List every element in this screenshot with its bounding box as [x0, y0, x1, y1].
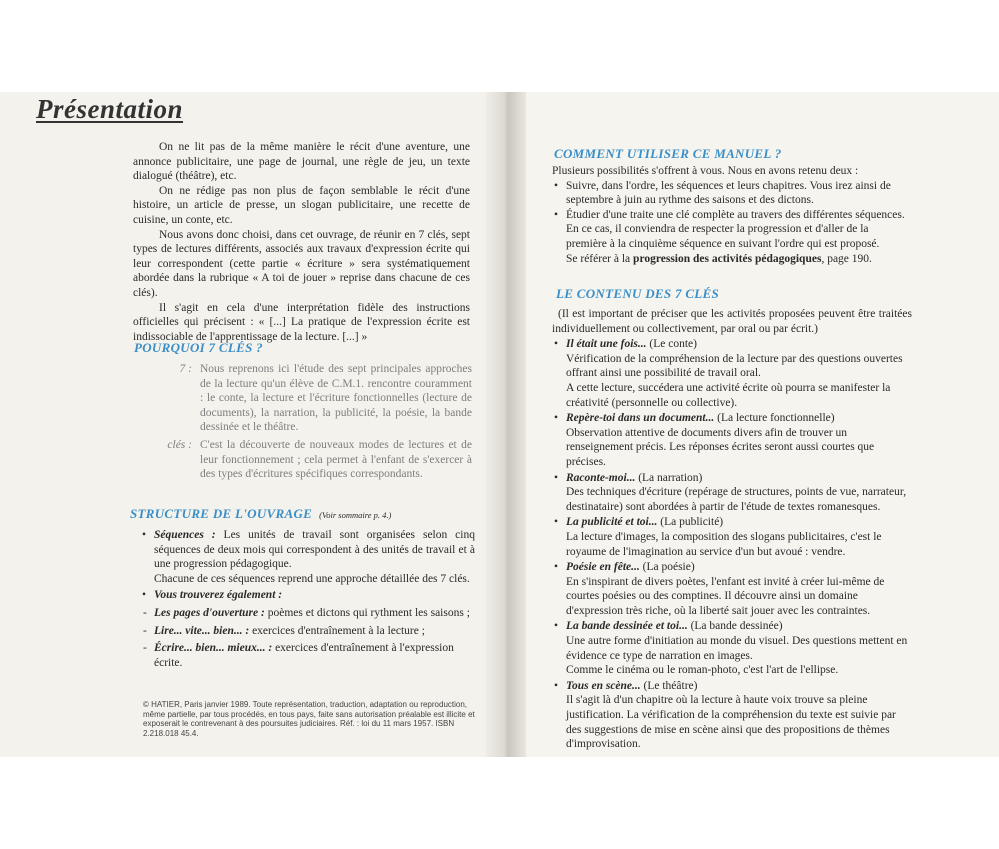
cle-label-publicite: La publicité et toi...: [566, 516, 658, 529]
intro-paragraph-1: On ne lit pas de la même manière le récit d'une aventure, une annonce publicitaire, une page de journal, une règle de jeu, un texte dialogué (théâtre), etc.: [133, 141, 470, 183]
cle-text-bd: Une autre forme d'initiation au monde du visuel. Des questions mettent en évidence ce type de narration en images.: [566, 635, 908, 662]
cle-type-bd: (La bande dessinée): [690, 620, 783, 633]
reference-post: , page 190.: [821, 252, 872, 265]
cle-label-conte: Il était une fois...: [566, 338, 647, 351]
cle-text-document: Observation attentive de documents divers afin de trouver un renseignement précis. Les réponses écrites seront aussi courtes que précises.: [566, 426, 875, 468]
comment-section: [552, 164, 910, 266]
cle-label-theatre: Tous en scène...: [566, 679, 641, 692]
reference-pre: Se référer à la: [566, 252, 631, 265]
pourquoi-heading: POURQUOI 7 CLÉS ?: [134, 340, 263, 355]
ecrire-label: Écrire... bien... mieux... :: [154, 642, 273, 655]
cle-item-narration: [552, 471, 912, 515]
structure-section: [140, 528, 475, 670]
intro-paragraph-3: Nous avons donc choisi, dans cet ouvrage, de réunir en 7 clés, sept types de lectures différents, associés aux travaux d'expression écrite qui leur correspondent (cette partie « écriture » sera systématiquement abordée dans la rubrique « A toi de jouer » reprise dans chacune de ces clés).: [133, 228, 470, 299]
structure-heading: STRUCTURE DE L'OUVRAGE: [130, 506, 313, 521]
cle-text-conte: Vérification de la compréhension de la lecture par des questions ouvertes offrant ainsi une possibilité de travail oral.: [566, 352, 903, 380]
lire-label: Lire... vite... bien... :: [154, 624, 250, 637]
cle-type-theatre: (Le théâtre): [643, 679, 698, 692]
cle-type-document: (La lecture fonctionnelle): [717, 412, 835, 425]
trouverez-label: Vous trouverez également :: [154, 589, 283, 602]
trouverez-item: [140, 588, 475, 603]
comment-intro: Plusieurs possibilités s'offrent à vous. Nous en avons retenu deux :: [552, 165, 859, 177]
cle-label-poesie: Poésie en fête...: [566, 561, 640, 574]
pourquoi-item-7: [160, 362, 472, 435]
intro-paragraph-4: Il s'agit en cela d'une interprétation fidèle des instructions officielles qui précisent : « [...] La pratique de l'expression écrite est indissociable de l'apprentissage de la lecture. [...] »: [133, 301, 470, 343]
comment-bullet-2: • Étudier d'une traite une clé complète au travers des différentes séquences. En ce cas, il conviendra de respecter la progression et d'aller de la première à la cinquième séquence en suivant l'ordre qui est proposé.: [552, 208, 910, 252]
cle-item-publicite: [552, 515, 912, 559]
cle-type-poesie: (La poésie): [642, 561, 695, 574]
pourquoi-key-7: 7 :: [179, 363, 192, 375]
cle-text2-conte: A cette lecture, succédera une activité écrite où pourra se manifester la créativité (personnelle ou collective).: [566, 381, 891, 409]
pourquoi-item-cles: [160, 438, 472, 482]
comment-bullet-1: • Suivre, dans l'ordre, les séquences et leurs chapitres. Vous irez ainsi de septembre à juin au rythme des saisons et des dictons.: [552, 179, 910, 208]
comment-reference: [552, 252, 910, 267]
copyright-notice: © HATIER, Paris janvier 1989. Toute représentation, traduction, adaptation ou reproduction, même partielle, par tous procédés, en tous pays, faite sans autorisation préalable est illicite et exposerait le contrevenant à des poursuites judiciaires. Réf. : loi du 11 mars 1957. ISBN 2.218.018 45.4.: [143, 700, 475, 738]
contenu-section: [552, 307, 912, 752]
ouverture-item: [140, 606, 475, 621]
ouverture-text: poèmes et dictons qui rythment les saisons ;: [267, 606, 470, 619]
pourquoi-text-7: Nous reprenons ici l'étude des sept principales approches de la lecture qu'un élève de C.M.1. rencontre couramment : le conte, la lecture et l'écriture fonctionnelles (lecture de documents), la narration, la publicité, la poésie, la bande dessinée et le théâtre.: [200, 363, 472, 434]
cle-type-conte: (Le conte): [649, 338, 697, 351]
comment-heading: COMMENT UTILISER CE MANUEL ?: [554, 146, 782, 161]
cle-text-poesie: En s'inspirant de divers poètes, l'enfant est invité à créer lui-même de courtes poésies ou des comptines. Il découvre ainsi un domaine d'expression très riche, où la liberté sait jouer avec les contraintes.: [566, 575, 885, 617]
cle-type-narration: (La narration): [638, 471, 703, 484]
sequences-text: Les unités de travail sont organisées selon cinq séquences de deux mois qui correspondent à des unités de travail et à une progression pédagogique.: [154, 529, 475, 571]
ecrire-text: exercices d'entraînement à l'expression écrite.: [154, 642, 454, 669]
pourquoi-text-cles: C'est la découverte de nouveaux modes de lectures et de leur fonctionnement ; cela permet à l'enfant de s'exercer à des types d'écritures spécifiques correspondants.: [200, 438, 472, 481]
structure-note: (Voir sommaire p. 4.): [319, 510, 392, 520]
cle-label-document: Repère-toi dans un document...: [566, 412, 715, 425]
cle-label-bd: La bande dessinée et toi...: [566, 620, 688, 633]
pourquoi-key-cles: clés :: [167, 438, 192, 451]
structure-heading-row: [130, 505, 391, 523]
cle-text-narration: Des techniques d'écriture (repérage de structures, points de vue, narrateur, destinataire) sont abordées à partir de l'étude de textes romanesques.: [566, 486, 907, 513]
cle-label-narration: Raconte-moi...: [566, 471, 636, 484]
pourquoi-section: [160, 362, 472, 482]
contenu-intro: (Il est important de préciser que les activités proposées peuvent être traitées individuellement ou collectivement, par oral ou par écrit.): [552, 308, 912, 335]
ouverture-label: Les pages d'ouverture :: [154, 606, 265, 619]
cle-item-bd: [552, 619, 912, 677]
cle-text-publicite: La lecture d'images, la composition des slogans publicitaires, c'est le royaume de l'imagination au service d'un but avoué : vendre.: [566, 530, 882, 558]
intro-paragraph-2: On ne rédige pas non plus de façon semblable le récit d'une histoire, un article de presse, un slogan publicitaire, une recette de cuisine, un conte, etc.: [133, 184, 470, 226]
cle-item-poesie: [552, 560, 912, 618]
cle-text2-bd: Comme le cinéma ou le roman-photo, c'est l'art de l'ellipse.: [566, 664, 839, 677]
lire-item: [140, 624, 475, 639]
reference-bold: progression des activités pédagogiques: [633, 252, 822, 265]
ecrire-item: [140, 641, 475, 670]
page-title: Présentation: [36, 94, 184, 124]
sequences-text-2: Chacune de ces séquences reprend une approche détaillée des 7 clés.: [154, 572, 470, 585]
cle-item-document: [552, 411, 912, 469]
cle-item-theatre: [552, 679, 912, 752]
intro-section: [133, 140, 470, 344]
cle-item-conte: [552, 337, 912, 410]
sequences-label: Séquences :: [154, 529, 216, 541]
sequences-item: [140, 528, 475, 586]
cle-text-theatre: Il s'agit là d'un chapitre où la lecture à haute voix trouve sa pleine justification. La vérification de la compréhension du texte est suivie par des suggestions de mise en scène ainsi que des propositions de thèmes d'improvisation.: [566, 694, 896, 751]
lire-text: exercices d'entraînement à la lecture ;: [252, 624, 425, 637]
contenu-heading: LE CONTENU DES 7 CLÉS: [556, 286, 720, 301]
cle-type-publicite: (La publicité): [660, 516, 724, 529]
book-gutter: [486, 92, 526, 757]
